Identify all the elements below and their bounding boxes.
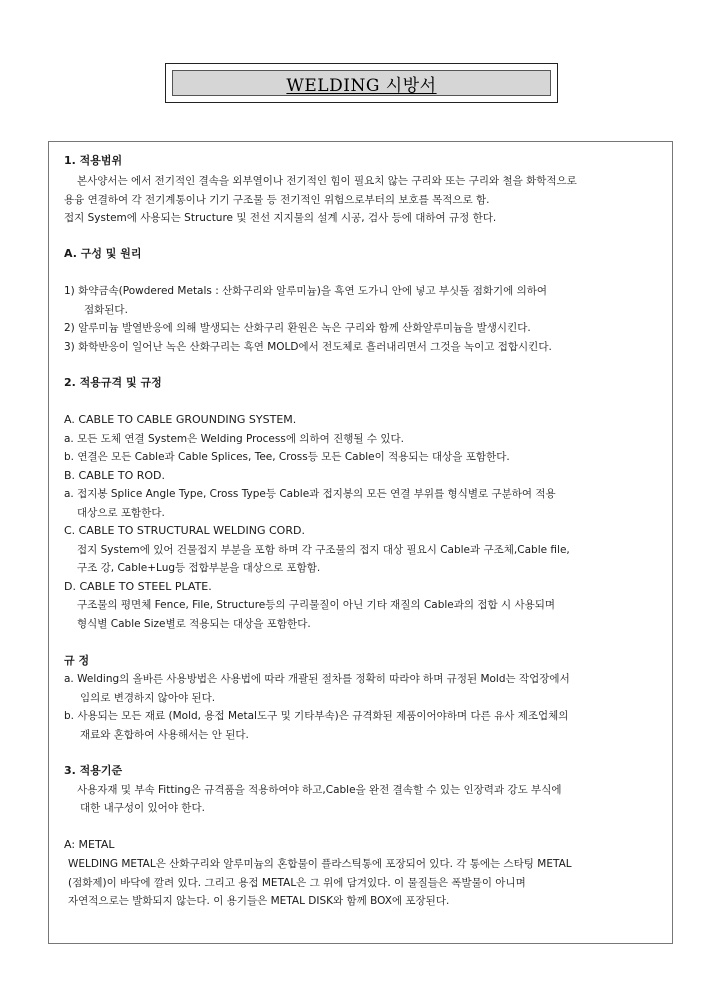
section-2-heading: 2. 적용규격 및 규정 — [64, 376, 162, 389]
section-1-line: 본사양서는 에서 전기적인 결속을 외부열이나 전기적인 힘이 필요치 않는 구리와 또는 구리와 철을 화학적으로 — [77, 175, 577, 187]
section-3-line: 대한 내구성이 있어야 한다. — [80, 802, 205, 814]
section-2d-line: 형식별 Cable Size별로 적용되는 대상을 포함한다. — [77, 618, 311, 630]
section-a-line: 2) 알루미늄 발열반응에 의해 발생되는 산화구리 환원은 녹은 구리와 함께 산화알루미늄을 발생시킨다. — [64, 322, 531, 334]
section-2c-line: 접지 System에 있어 건물접지 부분을 포함 하며 각 구조물의 접지 대상 필요시 Cable과 구조체,Cable file, — [77, 544, 570, 556]
rules-heading: 규 정 — [64, 654, 90, 667]
section-2d-heading: D. CABLE TO STEEL PLATE. — [64, 580, 212, 593]
metal-line: WELDING METAL은 산화구리와 알루미늄의 혼합물이 플라스틱통에 포장되어 있다. 각 통에는 스타팅 METAL — [68, 858, 572, 870]
section-2c-line: 구조 강, Cable+Lug등 접합부분을 대상으로 포함함. — [77, 562, 321, 574]
section-1-heading: 1. 적용범위 — [64, 154, 123, 167]
rules-line: 재료와 혼합하여 사용해서는 안 된다. — [80, 729, 249, 741]
title-box — [165, 63, 558, 103]
section-2a-heading: A. CABLE TO CABLE GROUNDING SYSTEM. — [64, 413, 297, 426]
rules-line: b. 사용되는 모든 재료 (Mold, 용접 Metal도구 및 기타부속)은 규격화된 제품이어야하며 다른 유사 제조업체의 — [64, 710, 569, 722]
rules-line: a. Welding의 올바른 사용방법은 사용법에 따라 개괄된 절차를 정확히 따라야 하며 규정된 Mold는 작업장에서 — [64, 673, 570, 685]
section-2c-heading: C. CABLE TO STRUCTURAL WELDING CORD. — [64, 524, 305, 537]
section-2b-heading: B. CABLE TO ROD. — [64, 469, 166, 482]
section-2a-line: a. 모든 도체 연결 System은 Welding Process에 의하여 진행될 수 있다. — [64, 433, 404, 445]
section-2b-line: 대상으로 포함한다. — [77, 507, 165, 519]
section-a-line: 점화된다. — [84, 304, 128, 316]
metal-line: (점화제)이 바닥에 깔려 있다. 그리고 용접 METAL은 그 위에 담겨있다. 이 물질들은 폭발물이 아니며 — [68, 877, 526, 889]
rules-line: 임의로 변경하지 않아야 된다. — [80, 692, 216, 704]
section-a-line: 1) 화약금속(Powdered Metals : 산화구리와 알루미늄)을 흑연 도가니 안에 넣고 부싯돌 점화기에 의하여 — [64, 285, 548, 297]
section-1-line: 용융 연결하여 각 전기계통이나 기기 구조물 등 전기적인 위험으로부터의 보호를 목적으로 함. — [64, 194, 490, 206]
section-2a-line: b. 연결은 모든 Cable과 Cable Splices, Tee, Cross등 모든 Cable이 적용되는 대상을 포함한다. — [64, 451, 510, 463]
section-3-line: 사용자재 및 부속 Fitting은 규격품을 적용하여야 하고,Cable을 완전 결속할 수 있는 인장력과 강도 부식에 — [77, 784, 562, 796]
section-3-heading: 3. 적용기준 — [64, 764, 123, 777]
section-1-line: 접지 System에 사용되는 Structure 및 전선 지지물의 설계 시공, 검사 등에 대하여 규정 한다. — [64, 212, 497, 224]
document-title: WELDING 시방서 — [286, 75, 437, 96]
section-2b-line: a. 접지봉 Splice Angle Type, Cross Type등 Cable과 접지봉의 모든 연결 부위를 형식별로 구분하여 적용 — [64, 488, 556, 500]
title-banner — [172, 70, 551, 96]
section-2d-line: 구조물의 평면체 Fence, File, Structure등의 구리물질이 아닌 기타 재질의 Cable과의 접합 시 사용되며 — [77, 599, 556, 611]
metal-heading: A: METAL — [64, 838, 115, 851]
section-a-heading: A. 구성 및 원리 — [64, 247, 142, 260]
section-a-line: 3) 화학반응이 일어난 녹은 산화구리는 흑연 MOLD에서 전도체로 흘러내리면서 그것을 녹이고 접합시킨다. — [64, 341, 552, 353]
metal-line: 자연적으로는 발화되지 않는다. 이 용기들은 METAL DISK와 함께 BOX에 포장된다. — [68, 895, 450, 907]
